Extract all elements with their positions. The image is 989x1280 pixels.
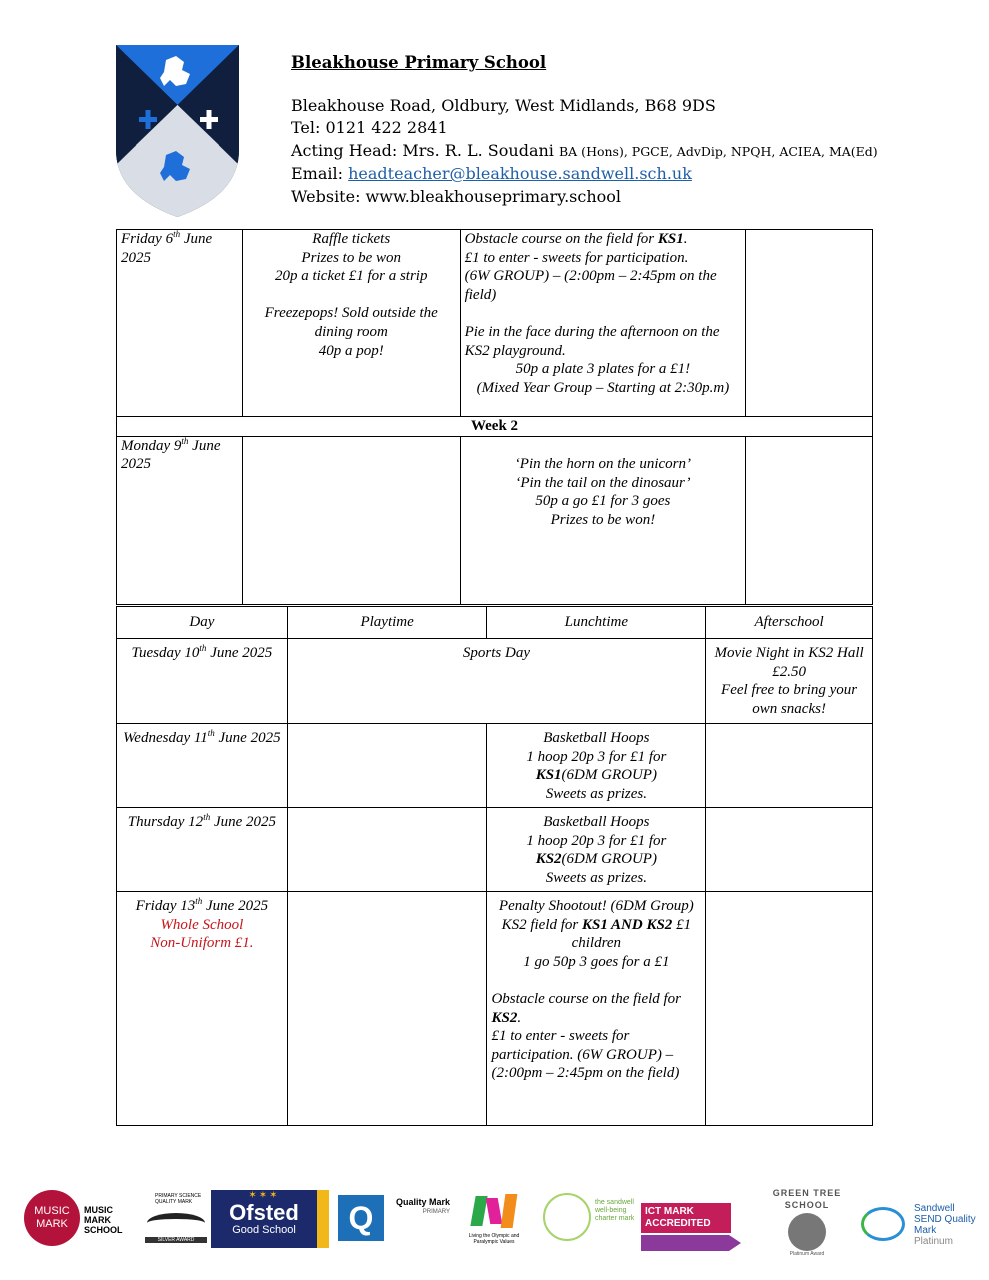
day-label-rest: June 2025	[210, 814, 277, 830]
activity-text: KS2 field for	[501, 916, 582, 933]
activity-text: £1 children	[571, 916, 692, 952]
activity-line: (Mixed Year Group – Starting at 2:30p.m)	[476, 379, 730, 396]
activity-line: Prizes to be won!	[550, 511, 656, 528]
day-suffix: th	[195, 896, 203, 906]
activity-bold: KS1	[657, 231, 684, 247]
stars-icon: ✶✶✶	[248, 1190, 280, 1201]
email-link[interactable]: headteacher@bleakhouse.sandwell.sch.uk	[348, 164, 692, 183]
school-header	[291, 52, 911, 208]
ict-mark-text: ICT MARK ACCREDITED	[641, 1203, 731, 1233]
activity-line: Prizes to be won	[301, 249, 402, 266]
ict-mark-logo	[641, 1203, 747, 1247]
email-label: Email:	[291, 164, 344, 183]
music-mark-school-label: MUSIC MARK SCHOOL	[84, 1205, 123, 1235]
psqm-text: PRIMARY SCIENCE QUALITY MARK	[155, 1193, 202, 1205]
day-cell	[117, 808, 288, 892]
activity-text: .	[683, 231, 688, 247]
non-uniform-note: Whole School	[160, 916, 244, 933]
day-label: Thursday 12	[127, 814, 204, 830]
activity-line: Basketball Hoops	[543, 730, 650, 746]
day-suffix: th	[181, 435, 189, 446]
wellbeing-text: the sandwell well-being charter mark	[595, 1199, 635, 1222]
table-row	[117, 436, 873, 604]
table-header-row	[117, 607, 873, 639]
day-suffix: th	[173, 229, 181, 239]
activity-cell	[487, 724, 706, 808]
day-cell	[117, 436, 243, 604]
non-uniform-note: Non-Uniform £1.	[150, 935, 254, 952]
table-row	[117, 417, 873, 437]
send-text: Sandwell SEND Quality Mark	[914, 1203, 976, 1236]
activity-bold: KS2	[535, 851, 562, 868]
psqm-logo	[145, 1193, 207, 1248]
activity-line: Raffle tickets	[312, 231, 391, 247]
green-tree-text: GREEN TREE SCHOOL	[772, 1188, 842, 1210]
day-label: Friday 13	[135, 898, 196, 914]
acting-head-qualifications: BA (Hons), PGCE, AdvDip, NPQH, ACIEA, MA(Ed)	[559, 143, 878, 159]
empty-cell	[287, 808, 487, 892]
olympic-shapes-icon	[466, 1189, 522, 1233]
activity-text: Obstacle course on the field for	[464, 231, 658, 247]
table-row	[117, 639, 873, 724]
day-line	[121, 897, 283, 916]
column-header: Day	[117, 607, 288, 639]
school-address: Bleakhouse Road, Oldbury, West Midlands, B68 9DS	[291, 95, 716, 115]
day-label: Monday 9	[121, 437, 182, 454]
day-label-rest: June 2025	[202, 898, 269, 914]
activity-line: 50p a go £1 for 3 goes	[535, 493, 671, 510]
activity-line	[465, 230, 742, 249]
day-label-rest: June 2025	[121, 231, 213, 266]
schedule-table-week2	[116, 606, 873, 1126]
activity-line: 1 go 50p 3 goes for a £1	[523, 953, 670, 970]
day-cell	[117, 639, 288, 724]
activity-cell	[460, 230, 746, 417]
activity-line: Freezepops! Sold outside the dining room	[264, 305, 438, 340]
tree-icon	[788, 1213, 826, 1251]
activity-text: .	[517, 1009, 522, 1026]
send-people-icon	[855, 1203, 911, 1245]
activity-line: Feel free to bring your own snacks!	[721, 682, 858, 717]
activity-text: (6DM GROUP)	[561, 767, 657, 784]
quality-mark-subtext: PRIMARY	[422, 1209, 450, 1215]
ofsted-subtext: Good School	[232, 1224, 296, 1236]
activity-line: Sweets as prizes.	[545, 785, 647, 802]
day-suffix: th	[199, 643, 207, 653]
day-label-rest: June 2025	[121, 437, 221, 473]
day-cell	[117, 230, 243, 417]
activity-line	[491, 850, 701, 869]
activity-line: Basketball Hoops	[543, 814, 650, 830]
activity-line: (6W GROUP) – (2:00pm – 2:45pm on the field)	[464, 268, 717, 303]
activity-line: £1 to enter - sweets for participation. (6W GROUP) – (2:00pm – 2:45pm on the field)	[491, 1028, 680, 1082]
activity-line: ‘Pin the horn on the unicorn’	[514, 456, 692, 473]
empty-cell	[287, 724, 487, 808]
school-crest-logo	[116, 45, 239, 217]
empty-cell	[706, 724, 873, 808]
activity-bold: KS2	[491, 1009, 518, 1026]
quality-mark-text: Quality Mark	[395, 1197, 450, 1207]
empty-cell	[746, 230, 873, 417]
activity-cell	[706, 639, 873, 724]
empty-cell	[706, 808, 873, 892]
activity-line: £1 to enter - sweets for participation.	[464, 249, 689, 266]
music-mark-text: MUSIC MARK	[34, 1205, 70, 1230]
quality-mark-q-icon: Q	[338, 1195, 384, 1241]
empty-cell	[706, 892, 873, 1126]
psqm-swoosh-icon	[147, 1213, 205, 1233]
activity-cell	[487, 892, 706, 1126]
day-label-rest: June 2025	[214, 730, 281, 746]
activity-line: Penalty Shootout! (6DM Group)	[498, 898, 694, 914]
psqm-award-text: SILVER AWARD	[145, 1237, 207, 1243]
day-cell	[117, 724, 288, 808]
ofsted-logo	[211, 1190, 329, 1248]
day-label: Friday 6	[121, 231, 174, 247]
olympic-values-logo	[466, 1189, 522, 1251]
acting-head-name: Acting Head: Mrs. R. L. Soudani	[291, 140, 554, 160]
sports-day-cell: Sports Day	[287, 639, 705, 724]
empty-cell	[746, 436, 873, 604]
activity-line	[491, 766, 701, 785]
activity-line: 1 hoop 20p 3 for £1 for	[526, 748, 667, 765]
day-label: Tuesday 10	[131, 645, 200, 661]
ofsted-text: Ofsted	[229, 1200, 299, 1225]
table-row	[117, 892, 873, 1126]
activity-line: 1 hoop 20p 3 for £1 for	[526, 832, 667, 849]
day-suffix: th	[203, 812, 211, 822]
activity-bold: KS1	[535, 767, 562, 784]
activity-cell	[487, 808, 706, 892]
activity-text: (6DM GROUP)	[561, 851, 657, 868]
email-line	[291, 163, 911, 186]
activity-line: Pie in the face during the afternoon on the KS2 playground.	[464, 323, 720, 359]
empty-cell	[287, 892, 487, 1126]
green-tree-school-logo	[766, 1187, 848, 1257]
green-tree-award: Platinum Award	[789, 1251, 825, 1257]
send-quality-mark-label	[914, 1203, 984, 1247]
school-telephone: Tel: 0121 422 2841	[291, 118, 448, 137]
activity-line: £2.50	[772, 663, 806, 680]
accreditation-logos	[0, 1185, 989, 1260]
table-row	[117, 230, 873, 417]
school-name: Bleakhouse Primary School	[291, 53, 547, 72]
activity-cell	[242, 230, 460, 417]
activity-bold: KS1 AND KS2	[582, 916, 673, 933]
column-header: Lunchtime	[487, 607, 706, 639]
activity-line: ‘Pin the tail on the dinosaur’	[515, 474, 691, 491]
empty-cell	[242, 436, 460, 604]
day-label: Wednesday 11	[123, 730, 208, 746]
music-mark-logo	[24, 1190, 80, 1246]
wellbeing-charter-logo	[543, 1193, 635, 1245]
arrow-icon	[641, 1235, 741, 1251]
activity-cell	[460, 436, 746, 604]
olympic-text: Living the Olympic and Paralympic Values	[468, 1233, 520, 1245]
table-row	[117, 808, 873, 892]
activity-line: 40p a pop!	[318, 342, 384, 359]
activity-line	[491, 990, 701, 1027]
activity-line: 20p a ticket £1 for a strip	[274, 268, 428, 285]
activity-line	[491, 916, 701, 953]
send-subtext: Platinum	[914, 1236, 953, 1247]
column-header: Afterschool	[706, 607, 873, 639]
day-cell	[117, 892, 288, 1126]
column-header: Playtime	[287, 607, 487, 639]
quality-mark-label	[390, 1197, 450, 1216]
activity-line: Sweets as prizes.	[545, 869, 647, 886]
activity-line: Movie Night in KS2 Hall	[714, 645, 864, 661]
head-icon	[543, 1193, 591, 1241]
school-website: Website: www.bleakhouseprimary.school	[291, 186, 622, 206]
day-label-rest: June 2025	[206, 645, 273, 661]
day-suffix: th	[207, 728, 215, 738]
activity-text: Obstacle course on the field for	[491, 990, 682, 1007]
table-row	[117, 724, 873, 808]
week-heading: Week 2	[117, 417, 873, 437]
schedule-table-week1	[116, 229, 873, 605]
acting-head	[291, 140, 911, 164]
activity-line: 50p a plate 3 plates for a £1!	[515, 361, 691, 378]
